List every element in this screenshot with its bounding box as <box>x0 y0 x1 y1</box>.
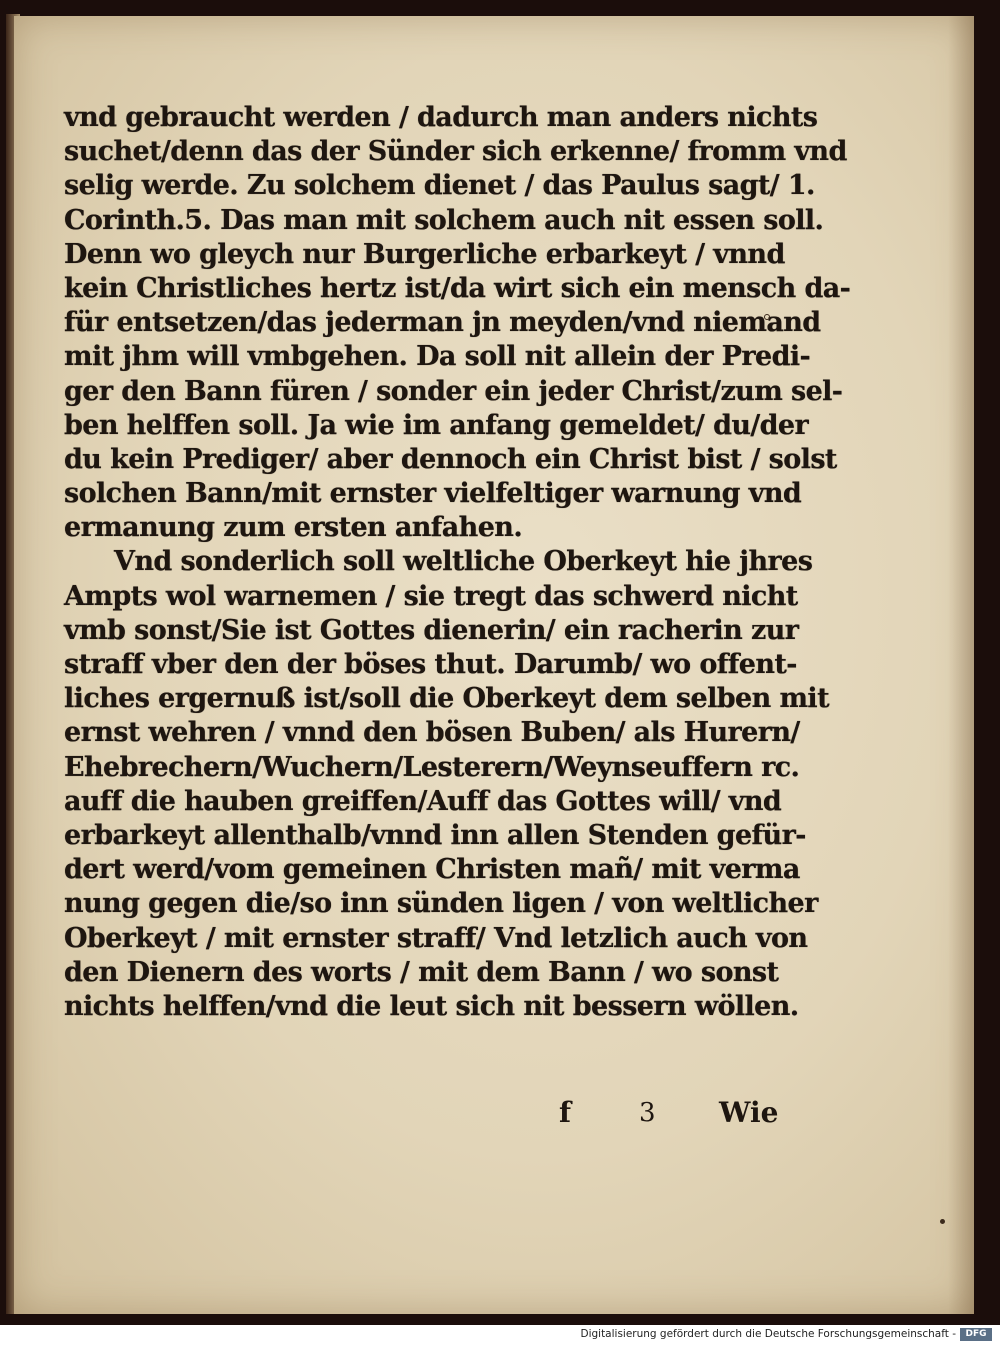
page-text-block <box>64 101 851 1024</box>
text-line: vmb sonst/Sie ist Gottes dienerin/ ein racherin zur <box>64 614 799 646</box>
page-footer <box>14 1096 974 1136</box>
book-page <box>14 16 974 1314</box>
signature-number: 3 <box>639 1098 656 1128</box>
text-line: für entsetzen/das jederman jn meyden/vnd niemand <box>64 307 821 339</box>
text-line: Vnd sonderlich soll weltliche Oberkeyt hie jhres <box>114 546 813 578</box>
text-line: Ehebrechern/Wuchern/Lesterern/Weynseuffern rc. <box>64 751 800 783</box>
text-line: nung gegen die/so inn sünden ligen / von weltlicher <box>64 888 818 920</box>
text-line: dert werd/vom gemeinen Christen mañ/ mit verma <box>64 854 800 886</box>
text-line: erbarkeyt allenthalb/vnnd inn allen Stenden gefür- <box>64 819 806 851</box>
text-line: auff die hauben greiffen/Auff das Gottes will/ vnd <box>64 785 782 817</box>
dfg-logo-icon: DFG <box>960 1328 992 1341</box>
text-line: ger den Bann füren / sonder ein jeder Christ/zum sel- <box>64 375 843 407</box>
text-line: kein Christliches hertz ist/da wirt sich ein mensch da- <box>64 272 851 304</box>
text-line: ernst wehren / vnnd den bösen Buben/ als Hurern/ <box>64 717 800 749</box>
text-line: mit jhm will vmbgehen. Da soll nit allein der Predi- <box>64 341 811 373</box>
text-line: straff vber den der böses thut. Darumb/ wo offent- <box>64 649 797 680</box>
paper-speck <box>940 1219 945 1224</box>
text-line: liches ergernuß ist/soll die Oberkeyt dem selben mit <box>64 683 829 715</box>
text-line: Oberkeyt / mit ernster straff/ Vnd letzlich auch von <box>64 922 808 954</box>
signature-mark: f <box>559 1096 572 1129</box>
text-line: ermanung zum ersten anfahen. <box>64 512 523 544</box>
text-line: solchen Bann/mit ernster vielfeltiger warnung vnd <box>64 478 802 510</box>
text-line: selig werde. Zu solchem dienet / das Paulus sagt/ 1. <box>64 170 815 202</box>
paper-speck <box>764 314 770 320</box>
text-line: ben helffen soll. Ja wie im anfang gemeldet/ du/der <box>64 409 809 441</box>
text-line: Denn wo gleych nur Burgerliche erbarkeyt / vnnd <box>64 238 785 270</box>
catchword: Wie <box>719 1096 779 1129</box>
text-line: den Dienern des worts / mit dem Bann / wo sonst <box>64 956 779 988</box>
text-line: vnd gebraucht werden / dadurch man anders nichts <box>64 102 818 133</box>
text-line: Corinth.5. Das man mit solchem auch nit essen soll. <box>64 204 824 236</box>
text-line: nichts helffen/vnd die leut sich nit bessern wöllen. <box>64 990 799 1022</box>
text-line: suchet/denn das der Sünder sich erkenne/ fromm vnd <box>64 136 847 168</box>
text-line: du kein Prediger/ aber dennoch ein Christ bist / solst <box>64 443 837 475</box>
funding-credit-text: Digitalisierung gefördert durch die Deutsche Forschungsgemeinschaft - <box>580 1328 956 1340</box>
text-line: Ampts wol warnemen / sie tregt das schwerd nicht <box>64 580 798 612</box>
credit-bar <box>0 1325 1000 1345</box>
